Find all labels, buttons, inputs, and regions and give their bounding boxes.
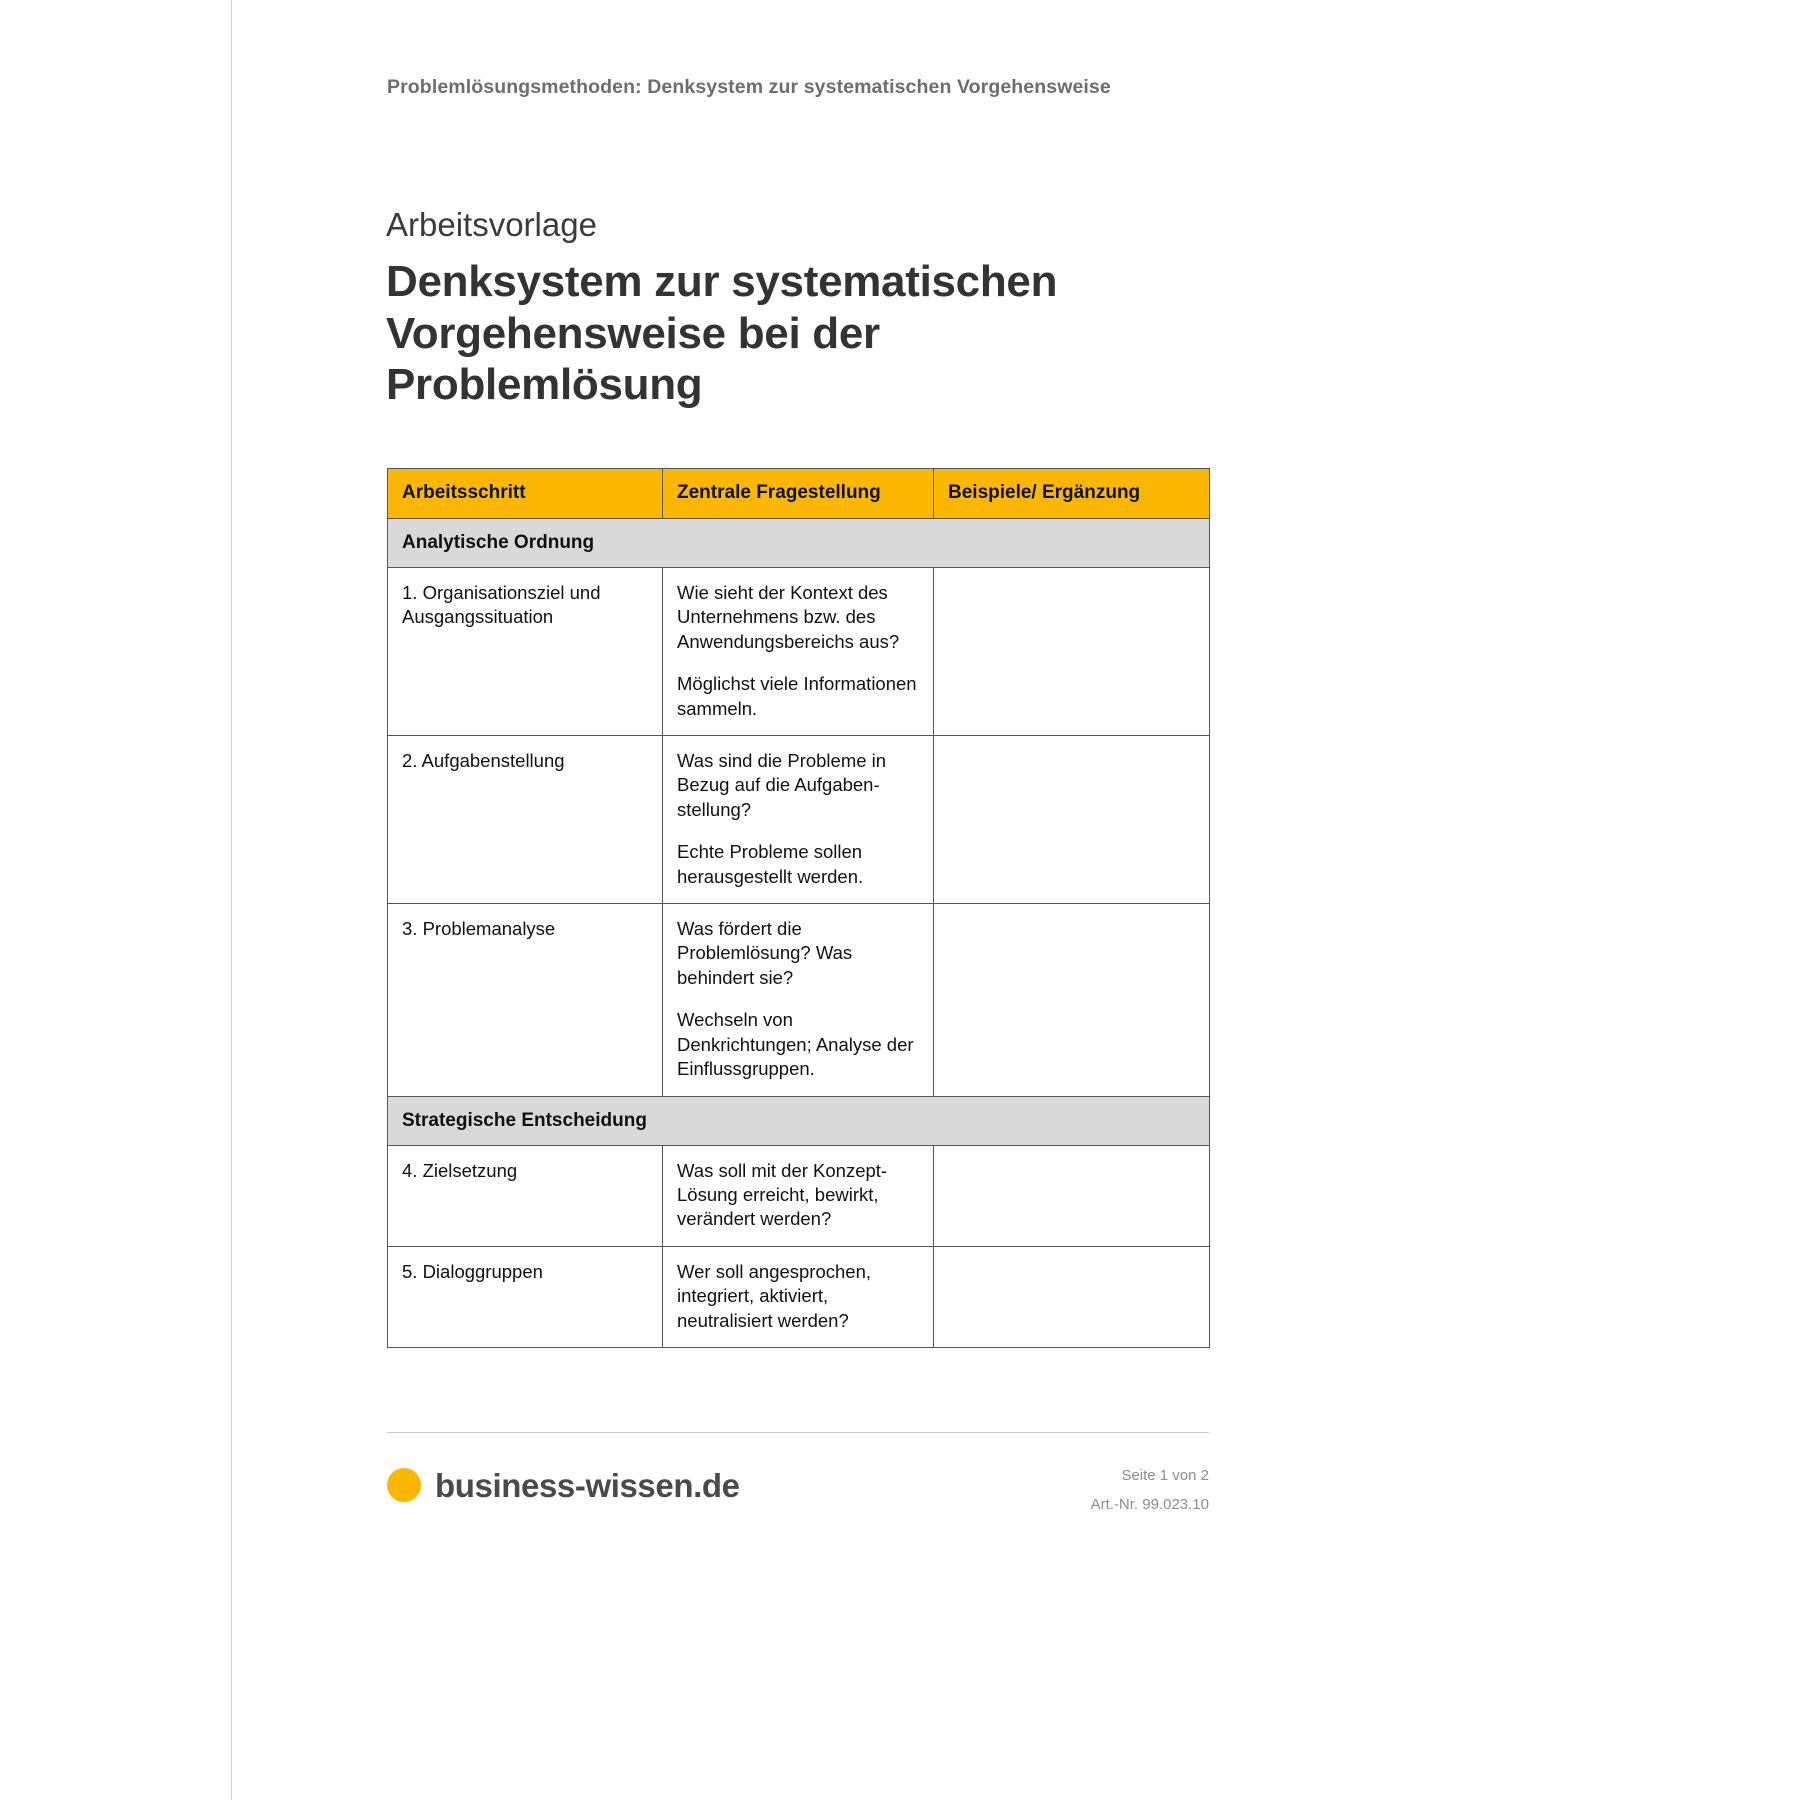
- page-content: [266, 0, 1337, 1800]
- table-body: [388, 519, 1210, 1348]
- cell-beispiele-ergaenzung[interactable]: [934, 1145, 1210, 1246]
- cell-zentrale-fragestellung: [663, 1145, 934, 1246]
- cell-beispiele-ergaenzung[interactable]: [934, 1246, 1210, 1347]
- article-number-label: Art.-Nr. 99.023.10: [1090, 1495, 1209, 1513]
- table-row: [388, 1145, 1210, 1246]
- worksheet-table: [387, 468, 1210, 1348]
- page-title: Denksystem zur systematischen Vorgehensweise bei der Problemlösung: [386, 256, 1058, 410]
- cell-zentrale-fragestellung: [663, 1246, 934, 1347]
- table-row: [388, 568, 1210, 736]
- section-label: Strategische Entscheidung: [388, 1096, 1210, 1145]
- table-head: [388, 469, 1210, 519]
- question-paragraph: Was sind die Probleme in Bezug auf die Aufgaben-stellung?: [677, 750, 887, 820]
- document-kicker: Arbeitsvorlage: [386, 206, 597, 243]
- cell-arbeitsschritt: 5. Dialoggruppen: [388, 1246, 663, 1347]
- cell-zentrale-fragestellung: [663, 904, 934, 1096]
- table-row: [388, 904, 1210, 1096]
- brand-logo: [387, 1468, 740, 1502]
- cell-beispiele-ergaenzung[interactable]: [934, 736, 1210, 904]
- worksheet-table-wrapper: [387, 468, 1209, 1348]
- question-paragraph: Wie sieht der Kontext des Unternehmens bzw. des Anwendungsbereichs aus?: [677, 582, 900, 652]
- footer-divider: [387, 1432, 1209, 1433]
- column-header-zentrale-fragestellung: Zentrale Fragestellung: [663, 469, 934, 519]
- question-paragraph: Was fördert die Problemlösung? Was behindert sie?: [677, 918, 853, 988]
- cell-zentrale-fragestellung: [663, 568, 934, 736]
- section-label: Analytische Ordnung: [388, 519, 1210, 568]
- cell-arbeitsschritt: 3. Problemanalyse: [388, 904, 663, 1096]
- table-row: [388, 736, 1210, 904]
- cell-arbeitsschritt: 4. Zielsetzung: [388, 1145, 663, 1246]
- column-header-beispiele-ergaenzung: Beispiele/ Ergänzung: [934, 469, 1210, 519]
- brand-name: business-wissen.de: [435, 1466, 740, 1504]
- orange-circle-icon: [387, 1468, 421, 1502]
- cell-arbeitsschritt: 1. Organisationsziel und Ausgangssituation: [388, 568, 663, 736]
- cell-beispiele-ergaenzung[interactable]: [934, 904, 1210, 1096]
- cell-zentrale-fragestellung: [663, 736, 934, 904]
- question-paragraph: Wer soll angesprochen, integriert, aktiviert, neutralisiert werden?: [677, 1260, 872, 1331]
- cell-arbeitsschritt: 2. Aufgabenstellung: [388, 736, 663, 904]
- question-paragraph: Wechseln von Denkrichtungen; Analyse der Einflussgruppen.: [677, 1009, 914, 1080]
- question-paragraph: Echte Probleme sollen herausgestellt werden.: [677, 841, 864, 887]
- table-section-row: [388, 519, 1210, 568]
- page-number-label: Seite 1 von 2: [1121, 1467, 1209, 1484]
- column-header-arbeitsschritt: Arbeitsschritt: [388, 469, 663, 519]
- title-block: [386, 205, 1146, 411]
- table-header-row: [388, 469, 1210, 519]
- footer-meta: [1091, 1462, 1209, 1519]
- running-header: Problemlösungsmethoden: Denksystem zur systematischen Vorgehensweise: [387, 76, 1111, 98]
- table-section-row: [388, 1096, 1210, 1145]
- question-paragraph: Möglichst viele Informationen sammeln.: [677, 673, 917, 719]
- table-row: [388, 1246, 1210, 1347]
- cell-beispiele-ergaenzung[interactable]: [934, 568, 1210, 736]
- question-paragraph: Was soll mit der Konzept-Lösung erreicht, bewirkt, verändert werden?: [677, 1159, 888, 1230]
